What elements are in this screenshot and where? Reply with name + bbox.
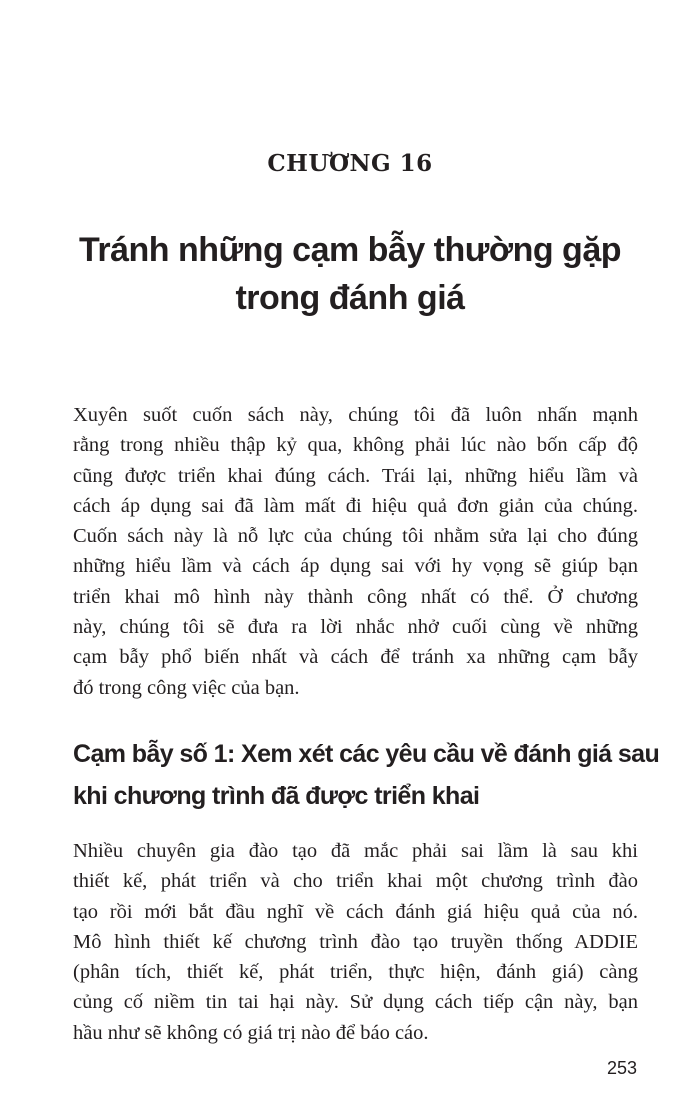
- text-line: củng cố niềm tin tai hại này. Sử dụng cách tiếp cận này, bạn: [73, 991, 638, 1014]
- text-line: cạm bẫy phổ biến nhất và cách để tránh xa những cạm bẫy: [73, 646, 638, 669]
- text-line: này, chúng tôi sẽ đưa ra lời nhắc nhở cuối cùng về những: [73, 616, 638, 639]
- text-line: triển khai mô hình này thành công nhất có thể. Ở chương: [73, 585, 638, 608]
- text-line: tạo rồi mới bắt đầu nghĩ về cách đánh giá hiệu quả của nó.: [73, 900, 638, 923]
- text-line: thiết kế, phát triển và cho triển khai một chương trình đào: [73, 870, 638, 893]
- text-line: những hiểu lầm và cách áp dụng sai với hy vọng sẽ giúp bạn: [73, 555, 638, 578]
- text-line: Mô hình thiết kế chương trình đào tạo truyền thống ADDIE: [73, 930, 638, 953]
- section-heading-line: khi chương trình đã được triển khai: [73, 782, 480, 810]
- text-line: Cuốn sách này là nỗ lực của chúng tôi nhằm sửa lại cho đúng: [73, 525, 638, 548]
- section-paragraph: [73, 836, 638, 1048]
- section-heading: [73, 733, 660, 817]
- text-line: rằng trong nhiều thập kỷ qua, không phải lúc nào bốn cấp độ: [73, 434, 638, 457]
- text-line: hầu như sẽ không có giá trị nào để báo cáo.: [73, 1021, 429, 1044]
- text-line: cũng được triển khai đúng cách. Trái lại, những hiểu lầm và: [73, 464, 638, 487]
- text-line: Nhiều chuyên gia đào tạo đã mắc phải sai lầm là sau khi: [73, 840, 638, 862]
- chapter-title-line: Tránh những cạm bẫy thường gặp: [79, 231, 621, 269]
- chapter-title-line: trong đánh giá: [235, 279, 465, 317]
- intro-paragraph: [73, 400, 638, 703]
- text-line: (phân tích, thiết kế, phát triển, thực hiện, đánh giá) càng: [73, 961, 638, 984]
- text-line: đó trong công việc của bạn.: [73, 676, 300, 699]
- chapter-title: [60, 226, 640, 322]
- chapter-label: CHƯƠNG 16: [267, 150, 433, 177]
- page-number: 253: [606, 1058, 637, 1078]
- text-line: cách áp dụng sai đã làm mất đi hiệu quả đơn giản của chúng.: [73, 494, 638, 517]
- text-line: Xuyên suốt cuốn sách này, chúng tôi đã luôn nhấn mạnh: [73, 404, 638, 426]
- section-heading-line: Cạm bẫy số 1: Xem xét các yêu cầu về đánh giá sau: [73, 740, 660, 768]
